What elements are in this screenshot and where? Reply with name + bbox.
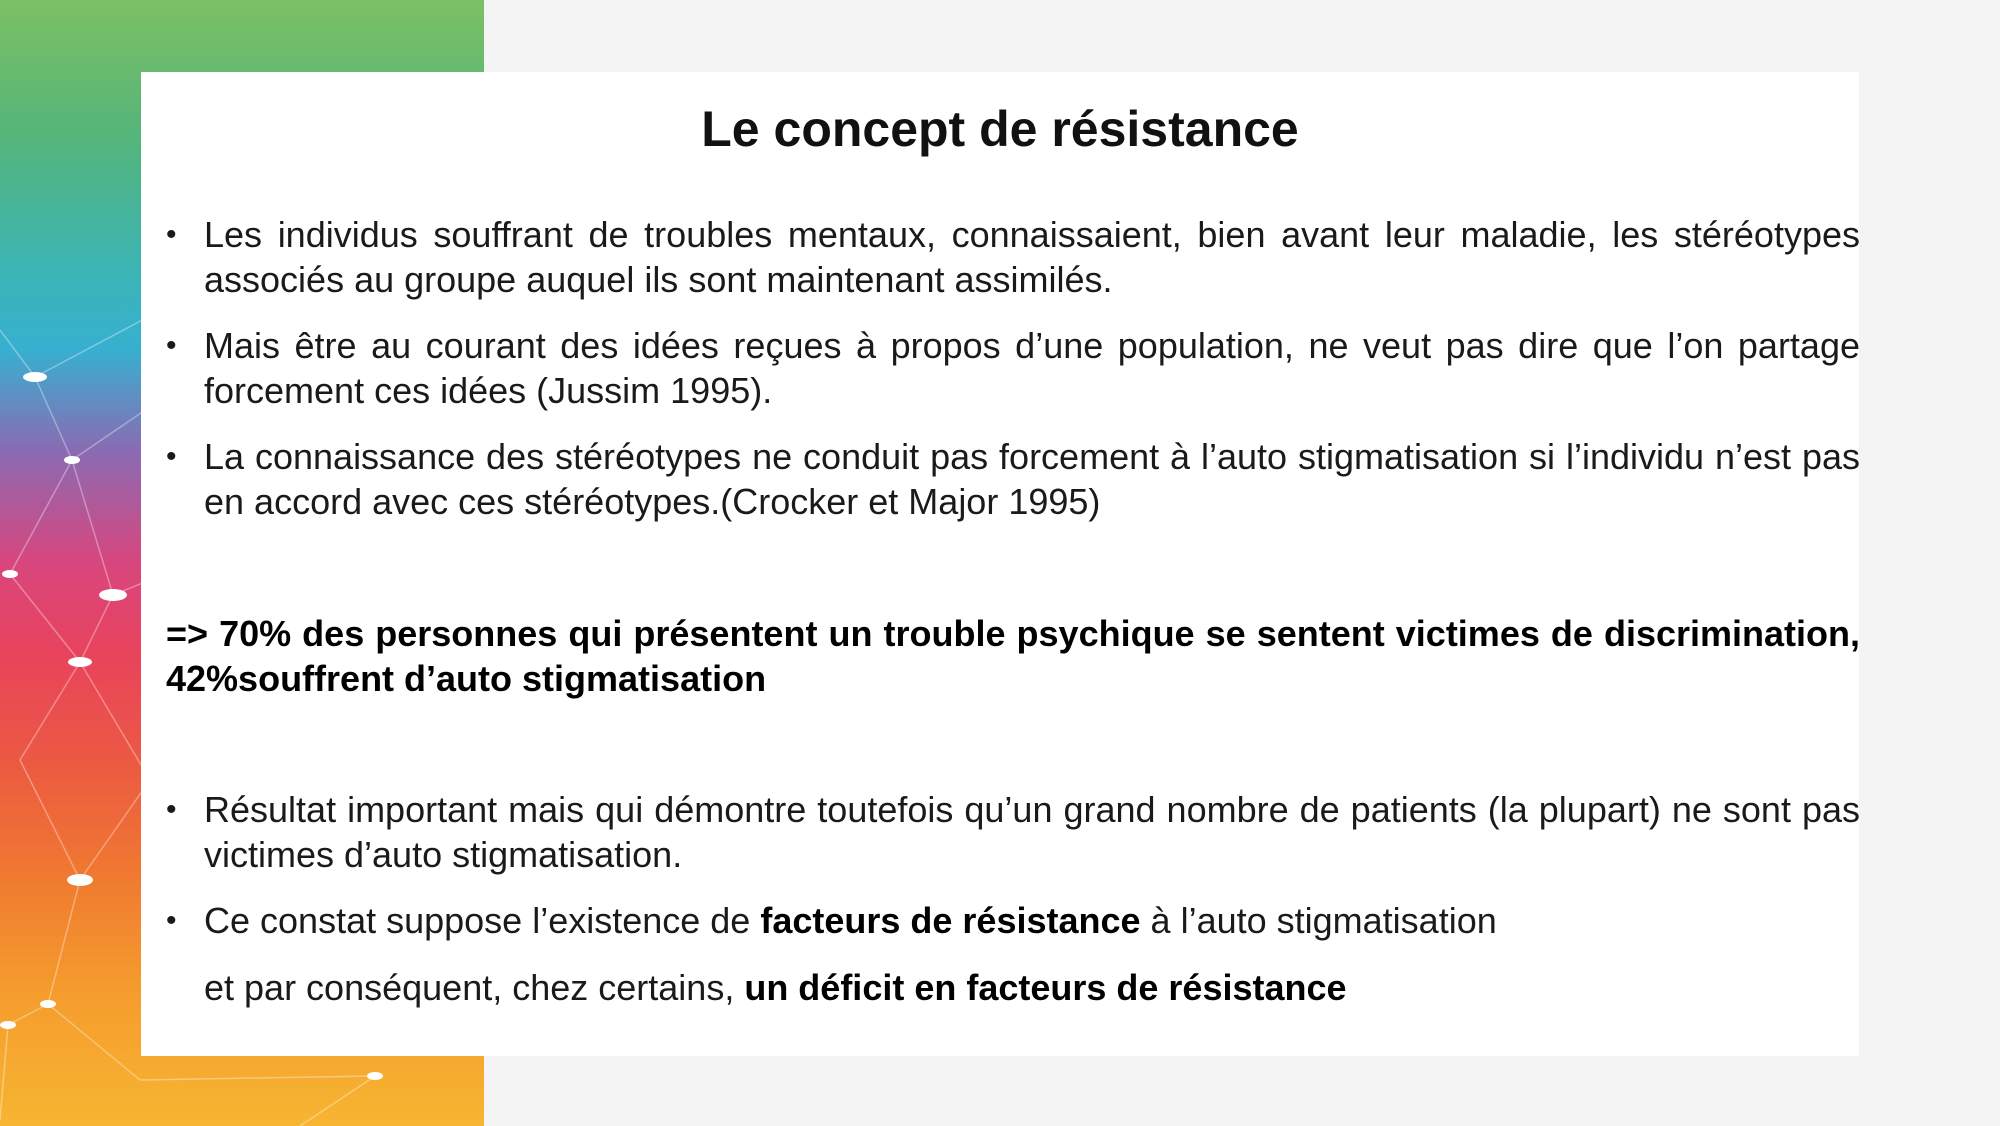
bullet-dot: • <box>166 793 177 826</box>
bullet-dot: • <box>166 329 177 362</box>
continuation-prefix: et par conséquent, chez certains, <box>204 967 745 1008</box>
bullet-text: Les individus souffrant de troubles mentaux, connaissaient, bien avant leur maladie, les stéréotypes associés au groupe auquel ils sont maintenant assimilés. <box>204 214 1860 300</box>
bullet-text: Résultat important mais qui démontre toutefois qu’un grand nombre de patients (la plupart) ne sont pas victimes d’auto stigmatisation. <box>204 789 1860 875</box>
bullet-item-4 <box>166 787 1860 877</box>
continuation-bold: un déficit en facteurs de résistance <box>744 967 1347 1008</box>
bullet-text: Mais être au courant des idées reçues à propos d’une population, ne veut pas dire que l’on partage forcement ces idées (Jussim 1995). <box>204 325 1860 411</box>
bullet-item-1 <box>166 212 1860 302</box>
bullet-dot: • <box>166 440 177 473</box>
bullet-text: La connaissance des stéréotypes ne conduit pas forcement à l’auto stigmatisation si l’individu n’est pas en accord avec ces stéréotypes.(Crocker et Major 1995) <box>204 436 1860 522</box>
conclusion-statement: => 70% des personnes qui présentent un trouble psychique se sentent victimes de discrimination, 42%souffrent d’auto stigmatisation <box>166 613 1860 699</box>
bullet-text-prefix: Ce constat suppose l’existence de <box>204 900 761 941</box>
bullet-text-suffix: à l’auto stigmatisation <box>1140 900 1497 941</box>
bullet-item-5 <box>166 898 1860 943</box>
bullet-item-2 <box>166 323 1860 413</box>
bullet-dot: • <box>166 904 177 937</box>
continuation-line <box>166 965 1898 1010</box>
bullet-item-3 <box>166 434 1860 524</box>
slide-title: Le concept de résistance <box>701 101 1299 157</box>
bullet-dot: • <box>166 218 177 251</box>
bullet-text-bold: facteurs de résistance <box>760 900 1141 941</box>
